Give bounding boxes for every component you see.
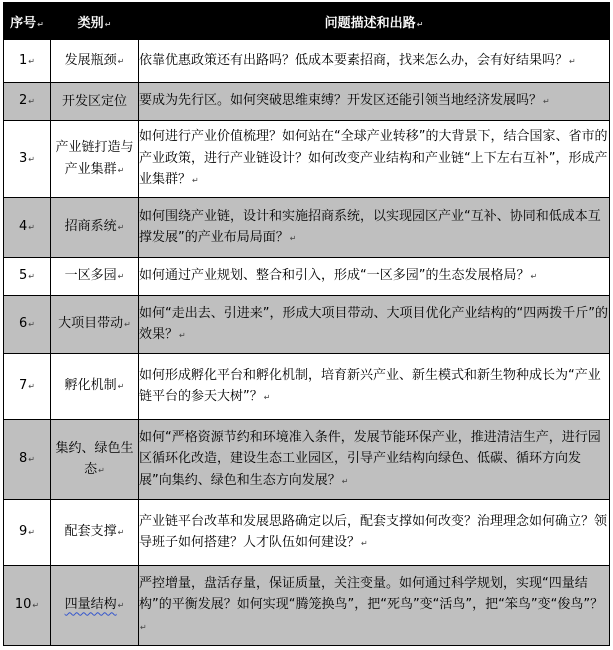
- row-description: [139, 566, 610, 646]
- row-category-text: 一区多园: [64, 268, 117, 284]
- row-category: [51, 83, 139, 121]
- row-no: [4, 121, 51, 198]
- row-no: [4, 258, 51, 296]
- header-row: [4, 3, 610, 40]
- paragraph-mark: ↵: [341, 476, 349, 486]
- paragraph-mark: ↵: [117, 382, 125, 392]
- paragraph-mark: ↵: [28, 56, 35, 66]
- table-header: [4, 3, 610, 40]
- row-category-text: 配套支撑: [64, 524, 117, 540]
- paragraph-mark: ↵: [28, 154, 35, 164]
- paragraph-mark: ↵: [28, 455, 35, 465]
- row-no: [4, 296, 51, 354]
- row-category: [51, 354, 139, 420]
- paragraph-mark: ↵: [28, 528, 35, 538]
- paragraph-mark: ↵: [263, 393, 271, 402]
- row-description-text: 要成为先行区。如何突破思维束缚？开发区还能引领当地经济发展吗？: [139, 93, 543, 109]
- table-row: [4, 420, 610, 500]
- row-category-text: 集约、绿色生态: [55, 440, 134, 477]
- paragraph-mark: ↵: [28, 320, 35, 330]
- paragraph-mark: ↵: [530, 272, 538, 282]
- table-row: [4, 500, 610, 566]
- row-no: [4, 566, 51, 646]
- row-no: [4, 40, 51, 83]
- paragraph-mark: ↵: [117, 165, 125, 175]
- issues-table: [3, 2, 610, 646]
- row-description: [139, 296, 610, 354]
- row-description: [139, 258, 610, 296]
- row-no: [4, 420, 51, 500]
- table-row: [4, 83, 610, 121]
- table-row: [4, 258, 610, 296]
- row-description-text: 如何“严格资源节约和环境准入条件，发展节能环保产业，推进清洁生产，进行园区循环化改造，建设生态工业园区，引导产业结构向绿色、低碳、循环方向发展”向集约、绿色和生态方向发展？: [139, 429, 601, 488]
- row-no-text: 10: [14, 597, 32, 613]
- row-description: [139, 354, 610, 420]
- paragraph-mark: ↵: [192, 176, 199, 186]
- row-category: [51, 420, 139, 500]
- row-category: [51, 40, 139, 83]
- row-category-text: 孵化机制: [64, 378, 117, 394]
- paragraph-mark: ↵: [98, 466, 105, 475]
- paragraph-mark: ↵: [28, 382, 35, 392]
- paragraph-mark: ↵: [28, 97, 35, 107]
- paragraph-mark: ↵: [569, 56, 576, 66]
- header-description: [139, 3, 610, 40]
- paragraph-mark: ↵: [124, 320, 131, 330]
- table-row: [4, 566, 610, 646]
- header-no: [4, 3, 51, 40]
- row-no-text: 2: [19, 93, 28, 109]
- header-category: [51, 3, 139, 40]
- row-no-text: 1: [19, 52, 28, 68]
- row-no-text: 9: [19, 524, 28, 540]
- table-row: [4, 354, 610, 420]
- paragraph-mark: ↵: [104, 19, 112, 29]
- paragraph-mark: ↵: [28, 223, 35, 233]
- row-description: [139, 420, 610, 500]
- row-category-text: 开发区定位: [61, 93, 127, 109]
- paragraph-mark: ↵: [28, 272, 35, 282]
- paragraph-mark: ↵: [117, 223, 125, 233]
- row-category: [51, 121, 139, 198]
- row-category-text: 发展瓶颈: [64, 52, 117, 68]
- row-no: [4, 83, 51, 121]
- table-row: [4, 296, 610, 354]
- row-category: [51, 296, 139, 354]
- row-category: [51, 258, 139, 296]
- row-category-text: 产业链打造与产业集群: [55, 140, 134, 177]
- paragraph-mark: ↵: [117, 272, 125, 282]
- row-category: [51, 566, 139, 646]
- paragraph-mark: ↵: [289, 234, 297, 243]
- row-description-text: 如何通过产业规划、整合和引入，形成“一区多园”的生态发展格局？: [139, 268, 530, 284]
- row-description: [139, 198, 610, 258]
- paragraph-mark: ↵: [117, 601, 125, 611]
- row-description-text: 如何围绕产业链，设计和实施招商系统，以实现园区产业“互补、协同和低成本互撑发展”的产业布局局面？: [139, 208, 601, 245]
- header-no-label: 序号: [10, 15, 37, 31]
- table-row: [4, 40, 610, 83]
- row-no-text: 8: [19, 451, 28, 467]
- paragraph-mark: ↵: [179, 331, 186, 340]
- row-no-text: 3: [19, 150, 28, 166]
- row-description: [139, 500, 610, 566]
- table-row: [4, 198, 610, 258]
- row-no: [4, 500, 51, 566]
- row-category-text: 大项目带动: [58, 316, 124, 332]
- header-category-label: 类别: [77, 15, 104, 31]
- row-description-text: 产业链平台改革和发展思路确定以后，配套支撑如何改变？治理理念如何确立？领导班子如何搭建？人才队伍如何建设？: [139, 513, 608, 550]
- row-description-text: 严控增量，盘活存量，保证质量，关注变量。如何通过科学规划，实现“四量结构”的平衡发展？如何实现“腾笼换鸟”，把“死鸟”变“活鸟”，把“笨鸟”变“俊鸟”？: [139, 575, 604, 613]
- row-category: [51, 500, 139, 566]
- paragraph-mark: ↵: [117, 56, 125, 66]
- row-no-text: 6: [19, 316, 28, 332]
- row-category-text: 四量结构: [64, 597, 117, 613]
- paragraph-mark: ↵: [140, 622, 147, 632]
- paragraph-mark: ↵: [361, 539, 368, 548]
- row-no-text: 4: [19, 219, 28, 235]
- row-no: [4, 198, 51, 258]
- row-description: [139, 83, 610, 121]
- row-description: [139, 40, 610, 83]
- paragraph-mark: ↵: [543, 97, 550, 107]
- row-description-text: 如何“走出去、引进来”，形成大项目带动、大项目优化产业结构的“四两拨千斤”的效果？: [139, 305, 608, 342]
- row-category-text: 招商系统: [64, 219, 117, 235]
- table-body: [4, 40, 610, 646]
- header-description-label: 问题描述和出路: [324, 15, 416, 31]
- paragraph-mark: ↵: [416, 19, 424, 29]
- row-description: [139, 121, 610, 198]
- row-no-text: 5: [19, 268, 28, 284]
- row-description-text: 如何进行产业价值梳理？如何站在“全球产业转移”的大背景下，结合国家、省市的产业政策，进行产业链设计？如何改变产业结构和产业链“上下左右互补”，形成产业集群？: [139, 129, 608, 188]
- row-category: [51, 198, 139, 258]
- paragraph-mark: ↵: [117, 528, 125, 538]
- paragraph-mark: ↵: [32, 601, 40, 611]
- row-no-text: 7: [19, 378, 28, 394]
- row-description-text: 依靠优惠政策还有出路吗？低成本要素招商，找来怎么办，会有好结果吗？: [139, 52, 569, 68]
- row-no: [4, 354, 51, 420]
- table-row: [4, 121, 610, 198]
- paragraph-mark: ↵: [37, 19, 44, 29]
- row-description-text: 如何形成孵化平台和孵化机制，培育新兴产业、新生模式和新生物种成长为“产业链平台的参天大树”？: [139, 367, 601, 404]
